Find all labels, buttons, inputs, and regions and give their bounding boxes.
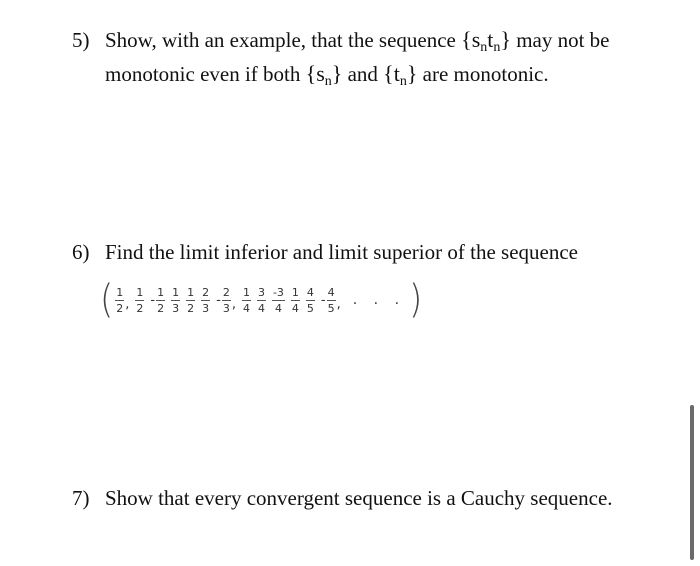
fraction bbox=[327, 286, 336, 315]
set-tn: $\{t_n\}$ bbox=[383, 61, 418, 89]
fraction-bar bbox=[135, 300, 144, 301]
term-sign: - bbox=[320, 292, 326, 308]
sequence-term bbox=[201, 286, 210, 315]
fraction-bar bbox=[171, 300, 180, 301]
fraction-bar bbox=[115, 300, 124, 301]
open-paren: ( bbox=[100, 277, 114, 323]
numerator: 1 bbox=[116, 285, 124, 299]
sequence-term bbox=[242, 286, 251, 315]
fraction-bar bbox=[201, 300, 210, 301]
numerator: 2 bbox=[202, 285, 210, 299]
numerator: 1 bbox=[242, 285, 250, 299]
numerator: 4 bbox=[306, 285, 314, 299]
numerator: 1 bbox=[291, 285, 299, 299]
fraction bbox=[222, 286, 231, 315]
denominator: 3 bbox=[202, 301, 210, 315]
sequence-term bbox=[216, 286, 236, 315]
term-comma: , bbox=[125, 296, 130, 312]
denominator: 4 bbox=[257, 301, 265, 315]
fraction-bar bbox=[242, 300, 251, 301]
denominator: 4 bbox=[274, 301, 282, 315]
denominator: 4 bbox=[242, 301, 250, 315]
problem-5-line-1 bbox=[72, 23, 610, 57]
problem-number: 7) bbox=[72, 486, 90, 510]
denominator: 2 bbox=[116, 301, 124, 315]
problem-5 bbox=[72, 23, 610, 91]
fraction bbox=[135, 286, 144, 315]
fraction bbox=[156, 286, 165, 315]
problem-number: 6) bbox=[72, 240, 90, 264]
problem-text: Find the limit inferior and limit superior of the sequence bbox=[105, 240, 578, 264]
set-sn: $\{s_n\}$ bbox=[305, 61, 343, 89]
sequence-term bbox=[135, 286, 144, 315]
sequence-term bbox=[272, 286, 285, 315]
problem-text: and bbox=[342, 62, 384, 86]
fraction-bar bbox=[186, 300, 195, 301]
denominator: 2 bbox=[187, 301, 195, 315]
numerator: 4 bbox=[327, 285, 335, 299]
problem-text: are monotonic. bbox=[417, 62, 549, 86]
sequence-term bbox=[257, 286, 266, 315]
sequence-terms bbox=[115, 286, 347, 315]
numerator: -3 bbox=[272, 285, 284, 299]
numerator: 2 bbox=[222, 285, 230, 299]
numerator: 1 bbox=[172, 285, 180, 299]
fraction-bar bbox=[306, 300, 315, 301]
fraction bbox=[306, 286, 315, 315]
fraction-bar bbox=[222, 300, 231, 301]
fraction bbox=[186, 286, 195, 315]
term-comma: , bbox=[231, 296, 236, 312]
problem-text: may not be bbox=[510, 28, 610, 52]
sequence-term bbox=[186, 286, 195, 315]
numerator: 1 bbox=[136, 285, 144, 299]
sequence-term bbox=[306, 286, 315, 315]
fraction bbox=[201, 286, 210, 315]
problem-number: 5) bbox=[72, 28, 90, 52]
scrollbar[interactable] bbox=[690, 405, 694, 560]
fraction bbox=[272, 286, 285, 315]
problem-7 bbox=[72, 482, 613, 515]
fraction-bar bbox=[272, 300, 285, 301]
fraction bbox=[171, 286, 180, 315]
problem-6 bbox=[72, 236, 578, 269]
denominator: 5 bbox=[306, 301, 314, 315]
ellipsis: . . . bbox=[352, 292, 406, 308]
term-sign: - bbox=[216, 292, 221, 308]
sequence-term bbox=[171, 286, 180, 315]
denominator: 5 bbox=[327, 301, 335, 315]
problem-text: Show, with an example, that the sequence bbox=[105, 28, 462, 52]
fraction bbox=[242, 286, 251, 315]
close-paren: ) bbox=[409, 277, 423, 323]
fraction-bar bbox=[156, 300, 165, 301]
denominator: 4 bbox=[291, 301, 299, 315]
denominator: 2 bbox=[136, 301, 144, 315]
term-comma: , bbox=[336, 296, 341, 312]
denominator: 2 bbox=[157, 301, 165, 315]
problem-text: monotonic even if both bbox=[105, 62, 306, 86]
fraction-bar bbox=[291, 300, 300, 301]
problem-5-line-2 bbox=[72, 57, 610, 91]
sequence-term bbox=[150, 286, 165, 315]
problem-text: Show that every convergent sequence is a Cauchy sequence. bbox=[105, 486, 613, 510]
numerator: 1 bbox=[187, 285, 195, 299]
denominator: 3 bbox=[172, 301, 180, 315]
denominator: 3 bbox=[222, 301, 230, 315]
fraction bbox=[115, 286, 124, 315]
term-sign: - bbox=[150, 292, 156, 308]
sequence-expression bbox=[100, 279, 422, 321]
sequence-term bbox=[321, 286, 341, 315]
sequence-term bbox=[291, 286, 300, 315]
numerator: 3 bbox=[257, 285, 265, 299]
fraction bbox=[291, 286, 300, 315]
sequence-term bbox=[115, 286, 129, 315]
fraction-bar bbox=[327, 300, 336, 301]
set-product-sn-tn: $\{s_nt_n\}$ bbox=[461, 27, 511, 55]
numerator: 1 bbox=[157, 285, 165, 299]
fraction bbox=[257, 286, 266, 315]
fraction-bar bbox=[257, 300, 266, 301]
